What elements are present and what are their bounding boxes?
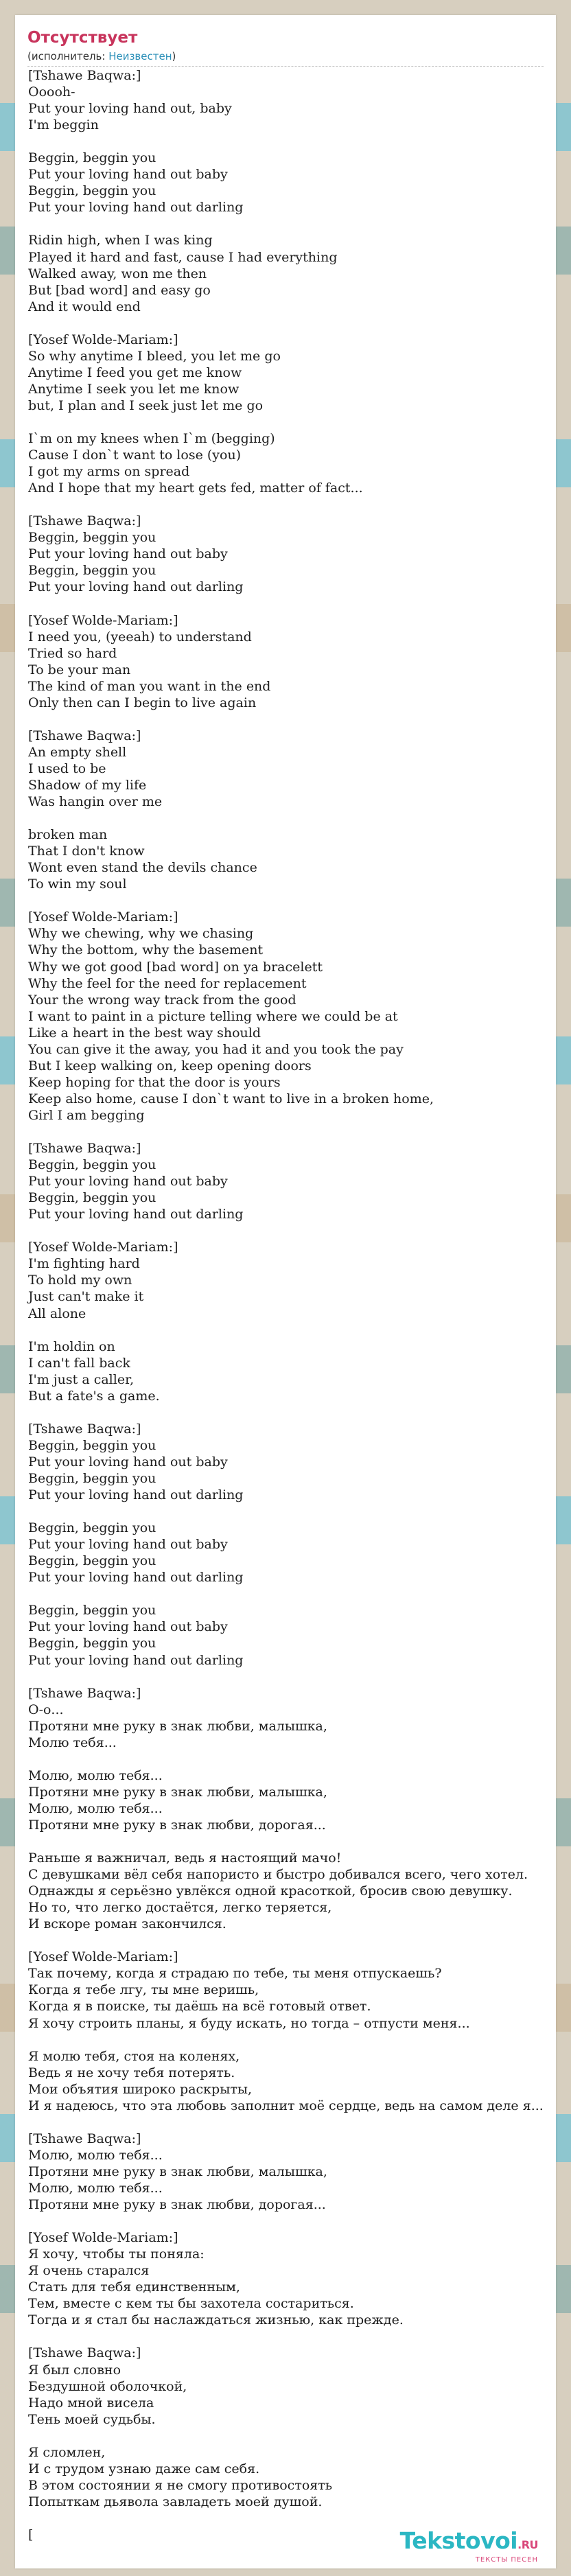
artist-suffix: ) [172,50,176,62]
lyrics-text: [Tshawe Baqwa:] Ooooh- Put your loving hand out, baby I'm beggin Beggin, beggin you Put your loving hand out baby Beggin, beggin you Put your loving hand out darling Ridin high, when I was king Played it hard and fast, cause I had everything Walked away, won me then But [bad word] and easy go And it would end [Yosef Wolde-Mariam:] So why anytime I bleed, you let me go Anytime I feed you get me know Anytime I seek you let me know but, I plan and I seek just let me go I`m on my knees when I`m (begging) Cause I don`t want to lose (you) I got my arms on spread And I hope that my heart gets fed, matter of fact... [Tshawe Baqwa:] Beggin, beggin you Put your loving hand out baby Beggin, beggin you Put your loving hand out darling [Yosef Wolde-Mariam:] I need you, (yeeah) to understand Tried so hard To be your man The kind of man you want in the end Only then can I begin to live again [Tshawe Baqwa:] An empty shell I used to be Shadow of my life Was hangin over me broken man That I don't know Wont even stand the devils chance To win my soul [Yosef Wolde-Mariam:] Why we chewing, why we chasing Why the bottom, why the basement Why we got good [bad word] on ya bracelett Why the feel for the need for replacement Your the wrong way track from the good I want to paint in a picture telling where we could be at Like a heart in the best way should You can give it the away, you had it and you took the pay But I keep walking on, keep opening doors Keep hoping for that the door is yours Keep also home, cause I don`t want to live in a broken home, Girl I am begging [Tshawe Baqwa:] Beggin, beggin you Put your loving hand out baby Beggin, beggin you Put your loving hand out darling [Yosef Wolde-Mariam:] I'm fighting hard To hold my own Just can't make it All alone I'm holdin on I can't fall back I'm just a caller, But a fate's a game. [Tshawe Baqwa:] Beggin, beggin you Put your loving hand out baby Beggin, beggin you Put your loving hand out darling Beggin, beggin you Put your loving hand out baby Beggin, beggin you Put your loving hand out darling Beggin, beggin you Put your loving hand out baby Beggin, beggin you Put your loving hand out darling [Tshawe Baqwa:] О-о... Протяни мне руку в знак любви, малышка, Молю тебя... Молю, молю тебя... Протяни мне руку в знак любви, малышка, Молю, молю тебя... Протяни мне руку в знак любви, дорогая... Раньше я важничал, ведь я настоящий мачо! С девушками вёл себя напористо и быстро добивался всего, чего хотел. Однажды я серьёзно увлёкся одной красоткой, бросив свою девушку. Но то, что легко достаётся, легко теряется, И вскоре роман закончился. [Yosef Wolde-Mariam:] Так почему, когда я страдаю по тебе, ты меня отпускаешь? Когда я тебе лгу, ты мне веришь, Когда я в поиске, ты даёшь на всё готовый ответ. Я хочу строить планы, я буду искать, но тогда – отпусти меня... Я молю тебя, стоя на коленях, Ведь я не хочу тебя потерять. Мои объятия широко раскрыты, И я надеюсь, что эта любовь заполнит моё сердце, ведь на самом деле я... [Tshawe Baqwa:] Молю, молю тебя... Протяни мне руку в знак любви, малышка, Молю, молю тебя... Протяни мне руку в знак любви, дорогая... [Yosef Wolde-Mariam:] Я хочу, чтобы ты поняла: Я очень старался Стать для тебя единственным, Тем, вместе с кем ты бы захотела состариться. Тогда и я стал бы наслаждаться жизнью, как прежде. [Tshawe Baqwa:] Я был словно Бездушной оболочкой, Надо мной висела Тень моей судьбы. Я сломлен, И с трудом узнаю даже сам себя. В этом состоянии я не смогу противостоять Попыткам дьявола завладеть моей душой. [ [28,68,544,2542]
logo-main-text: Tekstovoi [399,2527,518,2554]
logo-suffix: .RU [517,2538,538,2551]
song-header [27,27,544,67]
lyrics-page [15,15,556,2568]
logo-wordmark [400,2529,538,2557]
artist-line [27,49,544,67]
artist-link[interactable]: Неизвестен [108,50,172,62]
artist-prefix: (исполнитель: [27,50,109,62]
site-logo[interactable] [400,2529,538,2564]
page-title: Отсутствует [27,29,138,47]
logo-tagline: ТЕКСТЫ ПЕСЕН [475,2556,538,2564]
